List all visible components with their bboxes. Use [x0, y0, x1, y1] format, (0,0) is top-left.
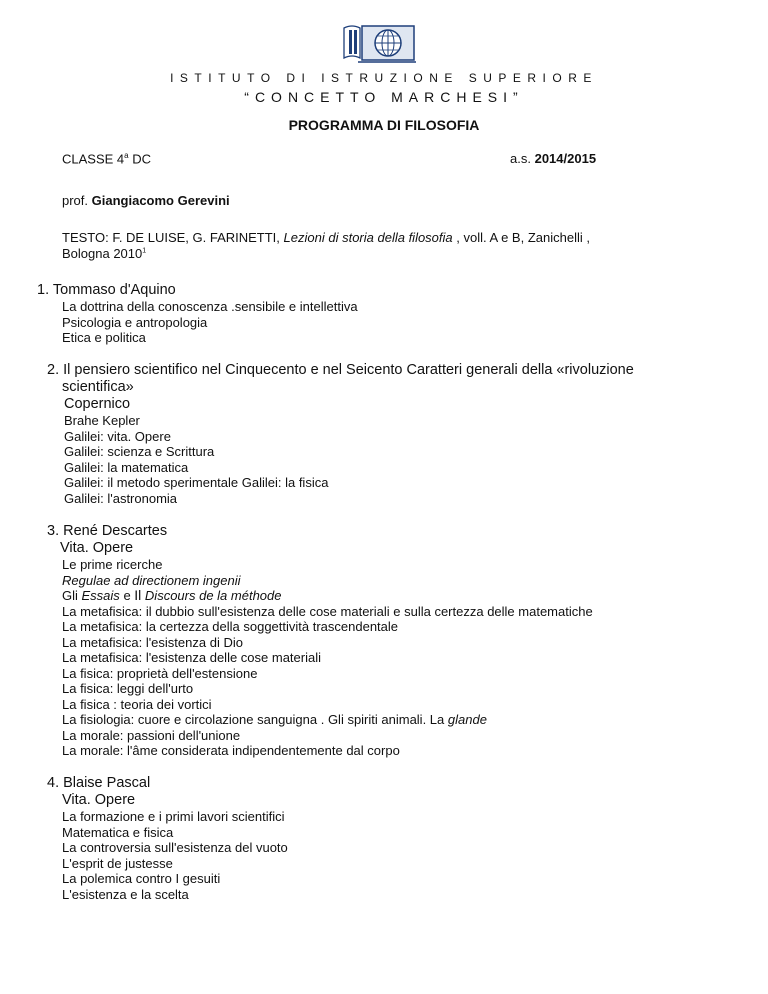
list-item: La fisica : teoria dei vortici	[62, 696, 212, 712]
section-title: Blaise Pascal	[63, 775, 151, 791]
section-rivoluzione-scientifica	[0, 361, 634, 506]
list-item	[62, 588, 593, 604]
list-item: La dottrina della conoscenza .sensibile e intellettiva	[62, 299, 358, 314]
year-value: 2014/2015	[534, 151, 597, 166]
class-label	[62, 151, 151, 166]
section-heading	[47, 522, 593, 540]
list-item: L'esistenza e la scelta	[62, 886, 189, 902]
section-number: 4.	[47, 775, 60, 791]
item-text: e	[123, 588, 131, 603]
list-item: Le prime ricerche	[62, 557, 163, 572]
textbook-authors: TESTO: F. DE LUISE, G. FARINETTI,	[62, 230, 280, 245]
list-item: Galilei: l'astronomia	[64, 490, 178, 506]
list-item: Matematica e fisica	[62, 824, 174, 840]
class-section: DC	[132, 151, 152, 167]
list-item: La controversia sull'esistenza del vuoto	[62, 840, 288, 855]
list-item: Galilei: vita. Opere	[64, 428, 171, 444]
section-heading	[47, 774, 288, 792]
list-item: Galilei: il metodo sperimentale Galilei: la fisica	[64, 475, 329, 490]
section-pascal	[0, 774, 288, 902]
section-descartes	[0, 522, 593, 759]
section-title: Tommaso d'Aquino	[52, 282, 176, 298]
list-item: L'esprit de justesse	[62, 855, 173, 871]
list-item: Galilei: la matematica	[64, 459, 189, 475]
section-title: Il pensiero scientifico nel Cinquecento e nel Seicento Caratteri generali della «rivoluzione	[63, 362, 634, 378]
list-item: Etica e politica	[62, 330, 146, 345]
textbook-publication: Bologna 2010	[62, 246, 143, 261]
textbook-volumes: , voll. A e B, Zanichelli ,	[456, 230, 590, 245]
section-heading	[47, 361, 634, 379]
item-text-italic: Discours de la méthode	[144, 588, 282, 603]
list-item: Regulae ad directionem ingenii	[62, 572, 241, 588]
page-title: PROGRAMMA DI FILOSOFIA	[288, 117, 480, 133]
institute-name-line2: “CONCETTO MARCHESI”	[244, 89, 524, 105]
list-item: La morale: l'âme considerata indipendentemente dal corpo	[62, 743, 400, 758]
list-item: La fisica: proprietà dell'estensione	[62, 665, 258, 681]
list-item: La formazione e i primi lavori scientifici	[62, 809, 285, 824]
list-item: La metafisica: la certezza della soggettività trascendentale	[62, 619, 399, 634]
item-text-italic: Essais	[81, 588, 120, 603]
list-item: La fisica: leggi dell'urto	[62, 681, 194, 696]
year-prefix: a.s.	[510, 151, 531, 166]
section-title: René Descartes	[63, 523, 168, 539]
list-item	[62, 712, 593, 728]
school-logo-icon	[340, 22, 418, 66]
item-text: La fisiologia: cuore e circolazione sanguigna . Gli spiriti animali. La	[62, 712, 445, 727]
section-tommaso	[0, 281, 358, 346]
class-superscript: a	[124, 151, 129, 160]
item-text: Gli	[62, 588, 78, 603]
section-number: 2.	[47, 362, 60, 378]
list-item: La metafisica: il dubbio sull'esistenza delle cose materiali e sulla certezza delle matematiche	[62, 603, 593, 619]
list-item: Galilei: scienza e Scrittura	[64, 444, 215, 459]
section-number: 3.	[47, 523, 60, 539]
list-item: Vita. Opere	[60, 540, 134, 556]
list-item: La metafisica: l'esistenza di Dio	[62, 634, 243, 650]
school-year	[510, 151, 596, 166]
section-heading	[37, 281, 358, 299]
list-item: Copernico	[64, 396, 131, 412]
list-item: La polemica contro I gesuiti	[62, 871, 221, 886]
footnote-marker: 1	[142, 247, 147, 255]
section-number: 1.	[37, 282, 50, 298]
textbook-line1	[62, 230, 590, 245]
class-number: CLASSE 4	[62, 151, 125, 167]
list-item: Vita. Opere	[62, 792, 136, 808]
prof-name: Giangiacomo Gerevini	[91, 193, 230, 208]
institute-name-line1: ISTITUTO DI ISTRUZIONE SUPERIORE	[170, 71, 598, 85]
item-text-italic: glande	[447, 712, 487, 727]
textbook-title: Lezioni di storia della filosofia	[283, 230, 453, 245]
item-text: Il	[134, 587, 142, 603]
professor	[62, 193, 230, 208]
list-item: Psicologia e antropologia	[62, 314, 208, 330]
textbook-line2	[62, 246, 146, 261]
list-item: La metafisica: l'esistenza delle cose materiali	[62, 650, 321, 665]
list-item: Brahe Kepler	[64, 413, 140, 428]
section-title-continued: scientifica»	[62, 379, 134, 395]
list-item: La morale: passioni dell'unione	[62, 727, 241, 743]
prof-prefix: prof.	[62, 193, 89, 208]
